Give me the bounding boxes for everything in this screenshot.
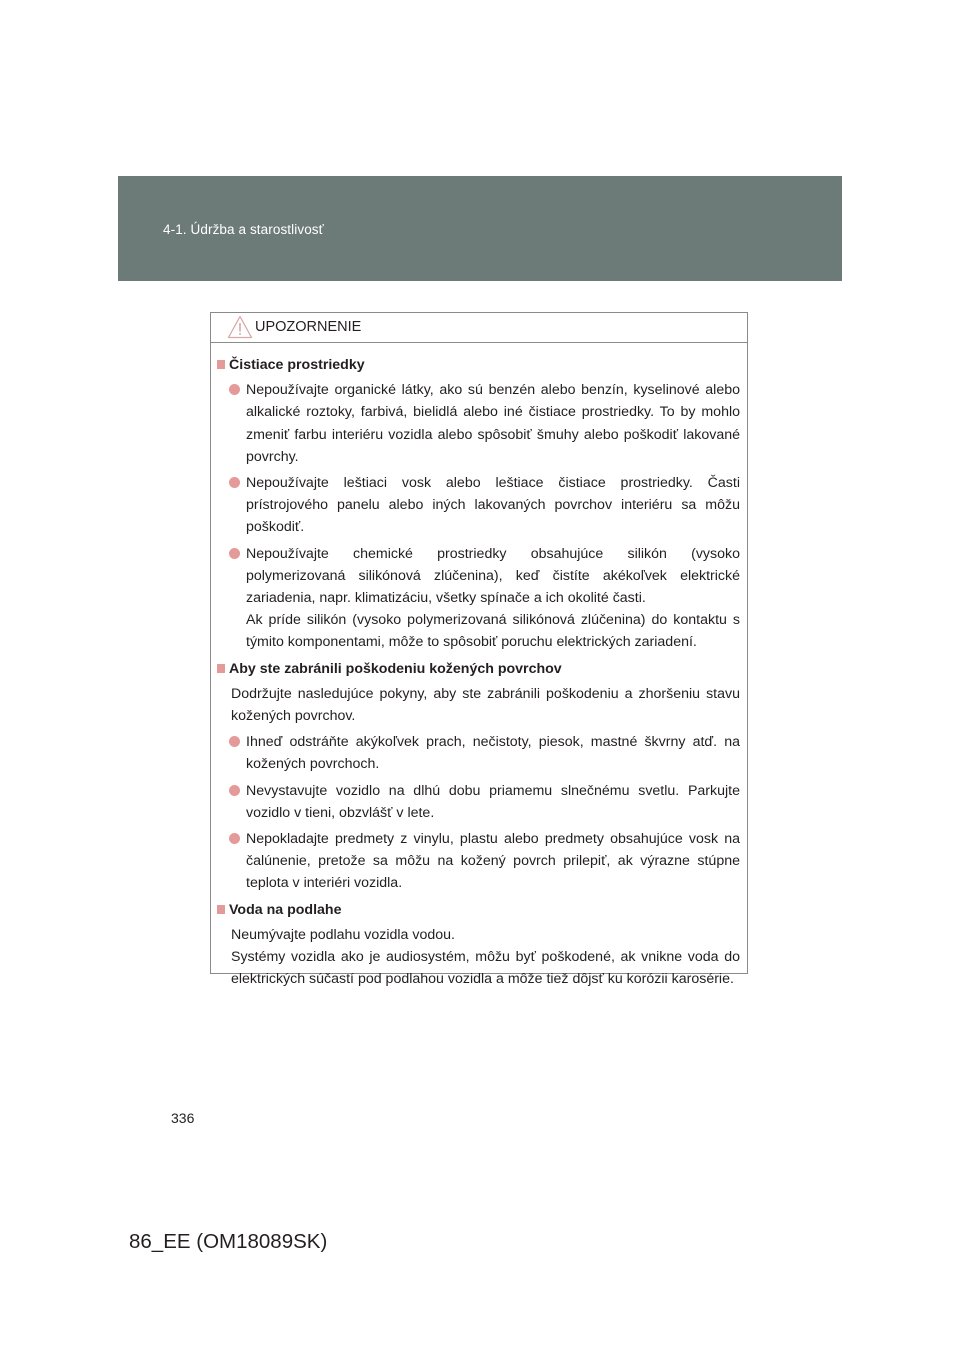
list-item-text: Nepoužívajte leštiaci vosk alebo leštiace čistiace prostriedky. Časti prístrojového panelu alebo iných lakovaných povrchov interiéru sa môžu poškodiť. xyxy=(246,475,740,536)
circle-bullet-icon xyxy=(229,785,240,796)
list-item xyxy=(217,379,740,468)
warning-body xyxy=(211,343,747,990)
warning-triangle-icon xyxy=(227,315,253,339)
list-item xyxy=(217,472,740,539)
square-bullet-icon xyxy=(217,360,225,369)
square-bullet-icon xyxy=(217,905,225,914)
paragraph-line: Neumývajte podlahu vozidla vodou. xyxy=(231,926,455,943)
warning-label: UPOZORNENIE xyxy=(255,319,362,335)
square-bullet-icon xyxy=(217,664,225,673)
section-intro: Dodržujte nasledujúce pokyny, aby ste zabránili poškodeniu a zhoršeniu stavu kožených povrchov. xyxy=(231,685,740,725)
section-heading xyxy=(217,899,740,921)
list-item-text: Nepoužívajte organické látky, ako sú benzén alebo benzín, kyselinové alebo alkalické roztoky, farbivá, bielidlá alebo iné čistiace prostriedky. To by mohlo zmeniť farbu interiéru vozidla alebo spôsobiť šmuhy alebo poškodiť lakované povrchy. xyxy=(246,382,740,465)
section-paragraph xyxy=(217,924,740,991)
list-item xyxy=(217,731,740,775)
list-item xyxy=(217,780,740,824)
warning-header xyxy=(211,313,747,343)
list-item xyxy=(217,828,740,895)
paragraph-line: Systémy vozidla ako je audiosystém, môžu byť poškodené, ak vnikne voda do elektrických súčastí pod podlahou vozidla a môže tiež dôjsť ku korózii karosérie. xyxy=(231,949,740,988)
circle-bullet-icon xyxy=(229,477,240,488)
page-number: 336 xyxy=(171,1110,195,1126)
circle-bullet-icon xyxy=(229,384,240,395)
list-item-text: Nepoužívajte chemické prostriedky obsahujúce silikón (vysoko polymerizovaná silikónová zlúčenina), keď čistíte akékoľvek elektrické zariadenia, napr. klimatizáciu, všetky spínače a ich okolité časti. xyxy=(246,545,740,607)
section-heading-text: Voda na podlahe xyxy=(229,901,342,918)
warning-box xyxy=(210,312,748,988)
circle-bullet-icon xyxy=(229,833,240,844)
section-heading xyxy=(217,658,740,680)
circle-bullet-icon xyxy=(229,548,240,559)
circle-bullet-icon xyxy=(229,736,240,747)
section-heading-text: Aby ste zabránili poškodeniu kožených povrchov xyxy=(229,660,562,677)
document-code: 86_EE (OM18089SK) xyxy=(129,1230,328,1253)
header-band xyxy=(118,176,842,281)
list-item xyxy=(217,543,740,654)
list-item-text: Nepokladajte predmety z vinylu, plastu alebo predmety obsahujúce vosk na čalúnenie, pretože sa môžu na kožený povrch prilepiť, ak výrazne stúpne teplota v interiéri vozidla. xyxy=(246,831,740,892)
section-heading xyxy=(217,354,740,376)
list-item-text: Nevystavujte vozidlo na dlhú dobu priamemu slnečnému svetlu. Parkujte vozidlo v tieni, obzvlášť v lete. xyxy=(246,782,740,821)
section-heading-text: Čistiace prostriedky xyxy=(229,357,365,373)
section-title: 4-1. Údržba a starostlivosť xyxy=(163,222,324,237)
list-item-text: Ihneď odstráňte akýkoľvek prach, nečistoty, piesok, mastné škvrny atď. na kožených povrchoch. xyxy=(246,734,740,773)
list-item-text: Ak príde silikón (vysoko polymerizovaná silikónová zlúčenina) do kontaktu s týmito komponentami, môže to spôsobiť poruchu elektrických zariadení. xyxy=(246,612,740,651)
